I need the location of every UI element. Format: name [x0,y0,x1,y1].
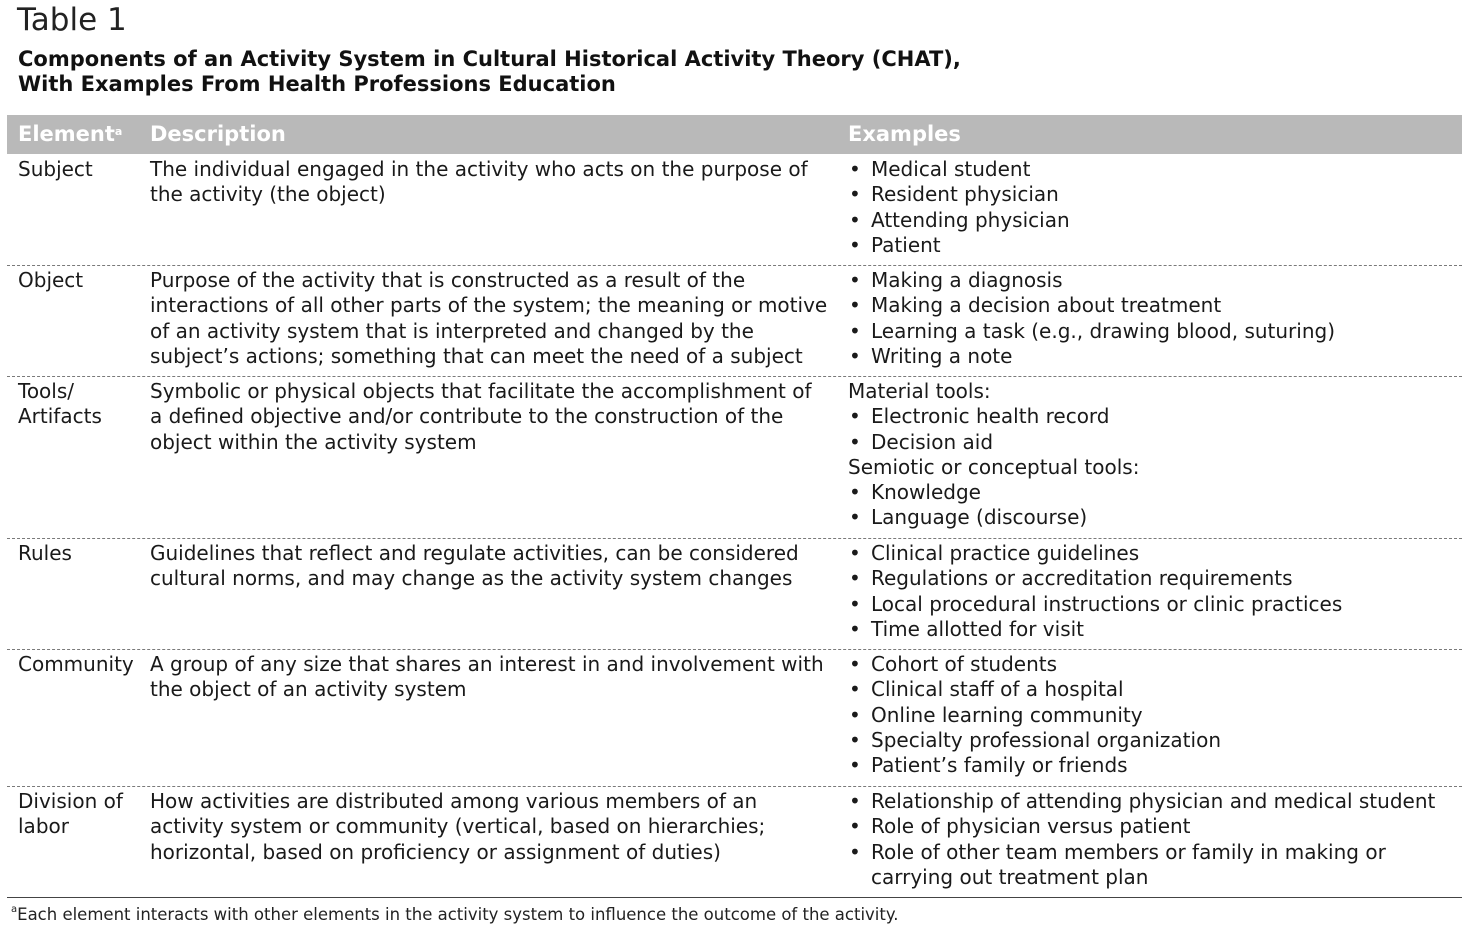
row-element-line: Division of [18,789,123,813]
example-item: • Local procedural instructions or clinic practices [848,592,1448,617]
table-title-line-1: Components of an Activity System in Cultural Historical Activity Theory (CHAT), [18,47,961,71]
footnote-marker: a [11,904,18,915]
row-element-line: Tools/ [18,379,75,403]
example-item: • Role of other team members or family in making or carrying out treatment plan [848,840,1448,891]
example-item: • Regulations or accreditation requirements [848,566,1448,591]
example-item: • Language (discourse) [848,505,1448,530]
example-item: • Cohort of students [848,652,1448,677]
example-item: • Patient’s family or friends [848,753,1448,778]
table-title-line-2: With Examples From Health Professions Education [18,72,616,96]
header-element [18,121,122,147]
example-item: • Learning a task (e.g., drawing blood, suturing) [848,319,1448,344]
row-description: Guidelines that reflect and regulate activities, can be considered cultural norms, and may change as the activity system changes [150,541,799,591]
row-element [18,379,143,430]
row-element [18,789,143,840]
header-description: Description [150,122,286,146]
row-divider [7,376,1462,377]
example-item: • Making a decision about treatment [848,293,1448,318]
table-bottom-rule [7,897,1462,898]
row-element: Object [18,268,84,292]
row-description: A group of any size that shares an interest in and involvement with the object of an activity system [150,652,824,702]
row-description: Symbolic or physical objects that facilitate the accomplishment of a defined objective and/or contribute to the construction of the object within the activity system [150,379,812,454]
row-examples [848,541,1448,642]
example-item: • Patient [848,233,1448,258]
example-item: • Online learning community [848,703,1448,728]
row-examples [848,157,1448,258]
table-title [18,47,1418,97]
row-examples [848,379,1448,531]
row-element: Community [18,652,134,676]
row-examples [848,789,1448,890]
example-item: • Clinical practice guidelines [848,541,1448,566]
row-examples [848,652,1448,778]
example-item: • Electronic health record [848,404,1448,429]
example-item: • Relationship of attending physician and medical student [848,789,1448,814]
row-element: Subject [18,157,93,181]
example-item: • Role of physician versus patient [848,814,1448,839]
example-item: • Time allotted for visit [848,617,1448,642]
row-description: Purpose of the activity that is constructed as a result of the interactions of all other parts of the system; the meaning or motive of an activity system that is interpreted and changed by the subject’s actions; something that can meet the need of a subject [150,268,828,368]
example-item: • Making a diagnosis [848,268,1448,293]
row-element: Rules [18,541,72,565]
row-divider [7,538,1462,539]
example-item: • Resident physician [848,182,1448,207]
example-group-label: Semiotic or conceptual tools: [848,454,1140,479]
example-item: • Attending physician [848,208,1448,233]
row-divider [7,786,1462,787]
footnote-text: Each element interacts with other elements in the activity system to influence the outcome of the activity. [17,905,899,924]
example-item: • Specialty professional organization [848,728,1448,753]
table-footnote [11,905,899,924]
example-item: • Clinical staff of a hospital [848,677,1448,702]
table-label: Table 1 [17,2,127,38]
row-element-line: labor [18,814,69,839]
header-element-label: Element [18,122,115,146]
header-element-marker: a [114,125,123,138]
row-divider [7,649,1462,650]
example-item: • Knowledge [848,480,1448,505]
example-item: • Medical student [848,157,1448,182]
table-header [7,115,1462,154]
row-element-line: Artifacts [18,404,102,429]
example-group-label: Material tools: [848,379,991,403]
row-description: How activities are distributed among various members of an activity system or community (vertical, based on hierarchies; horizontal, based on proficiency or assignment of duties) [150,789,766,864]
example-item: • Writing a note [848,344,1448,369]
example-item: • Decision aid [848,430,1448,455]
row-examples [848,268,1448,369]
row-divider [7,265,1462,266]
row-description: The individual engaged in the activity who acts on the purpose of the activity (the object) [150,157,808,207]
header-examples: Examples [848,122,961,146]
